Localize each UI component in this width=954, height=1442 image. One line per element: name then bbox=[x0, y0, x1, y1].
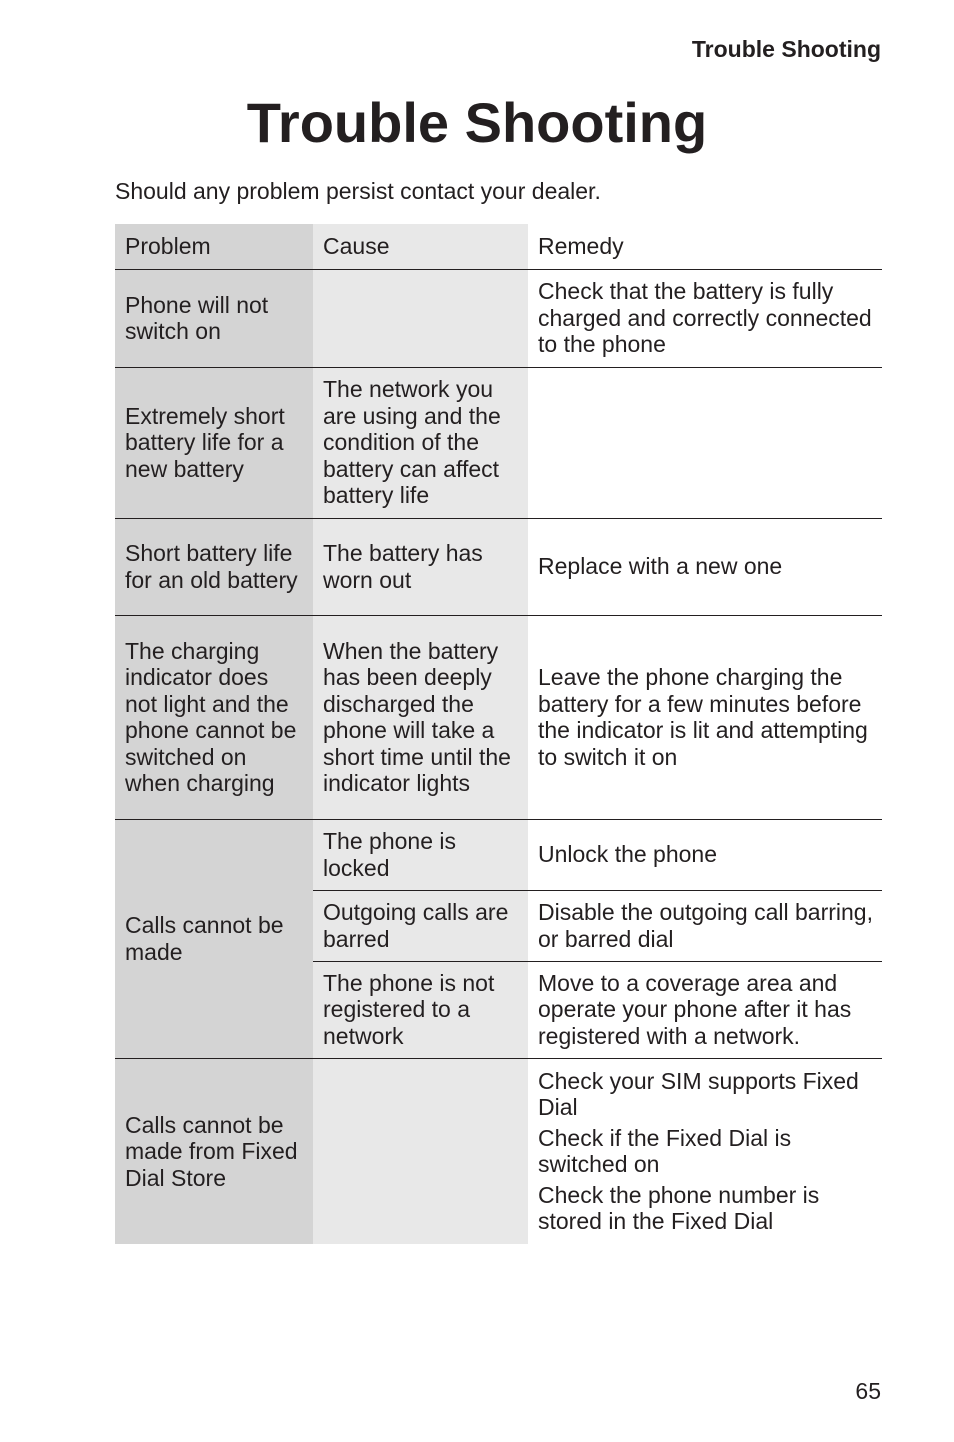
table-row bbox=[115, 1058, 882, 1244]
cause-cell: Outgoing calls are barred bbox=[313, 890, 528, 961]
cause-cell: The phone is locked bbox=[313, 819, 528, 890]
remedy-line: Check your SIM supports Fixed Dial bbox=[538, 1067, 859, 1121]
table-row bbox=[115, 615, 882, 819]
remedy-line: Check if the Fixed Dial is switched on bbox=[538, 1124, 792, 1178]
cause-cell bbox=[313, 269, 528, 367]
remedy-line: Check the phone number is stored in the Fixed Dial bbox=[538, 1181, 820, 1235]
problem-cell: The charging indicator does not light and the phone cannot be switched on when charging bbox=[115, 615, 313, 819]
cause-cell: The battery has worn out bbox=[313, 518, 528, 615]
cause-cell: The phone is not registered to a network bbox=[313, 961, 528, 1058]
remedy-cell: Disable the outgoing call barring, or barred dial bbox=[528, 890, 882, 961]
remedy-cell: Replace with a new one bbox=[528, 518, 882, 615]
intro-text: Should any problem persist contact your dealer. bbox=[115, 178, 601, 204]
remedy-cell bbox=[528, 1058, 882, 1244]
running-header: Trouble Shooting bbox=[691, 36, 881, 62]
page-title: Trouble Shooting bbox=[246, 91, 708, 154]
header-cause: Cause bbox=[313, 224, 528, 269]
remedy-cell bbox=[528, 367, 882, 518]
page-number: 65 bbox=[855, 1378, 881, 1404]
table-row bbox=[115, 819, 882, 890]
table-row bbox=[115, 367, 882, 518]
cause-cell bbox=[313, 1058, 528, 1244]
remedy-cell: Unlock the phone bbox=[528, 819, 882, 890]
table-row bbox=[115, 269, 882, 367]
table-row bbox=[115, 518, 882, 615]
remedy-cell: Check that the battery is fully charged and correctly connected to the phone bbox=[528, 269, 882, 367]
problem-cell: Short battery life for an old battery bbox=[115, 518, 313, 615]
cause-cell: The network you are using and the condition of the battery can affect battery life bbox=[313, 367, 528, 518]
table-header-row bbox=[115, 224, 882, 269]
header-problem: Problem bbox=[115, 224, 313, 269]
problem-cell: Calls cannot be made from Fixed Dial Store bbox=[115, 1058, 313, 1244]
header-remedy: Remedy bbox=[528, 224, 882, 269]
problem-cell: Calls cannot be made bbox=[115, 819, 313, 1058]
remedy-cell: Leave the phone charging the battery for a few minutes before the indicator is lit and attempting to switch it on bbox=[528, 615, 882, 819]
troubleshooting-table bbox=[115, 224, 882, 1244]
cause-cell: When the battery has been deeply discharged the phone will take a short time until the indicator lights bbox=[313, 615, 528, 819]
remedy-cell: Move to a coverage area and operate your phone after it has registered with a network. bbox=[528, 961, 882, 1058]
problem-cell: Phone will not switch on bbox=[115, 269, 313, 367]
problem-cell: Extremely short battery life for a new battery bbox=[115, 367, 313, 518]
